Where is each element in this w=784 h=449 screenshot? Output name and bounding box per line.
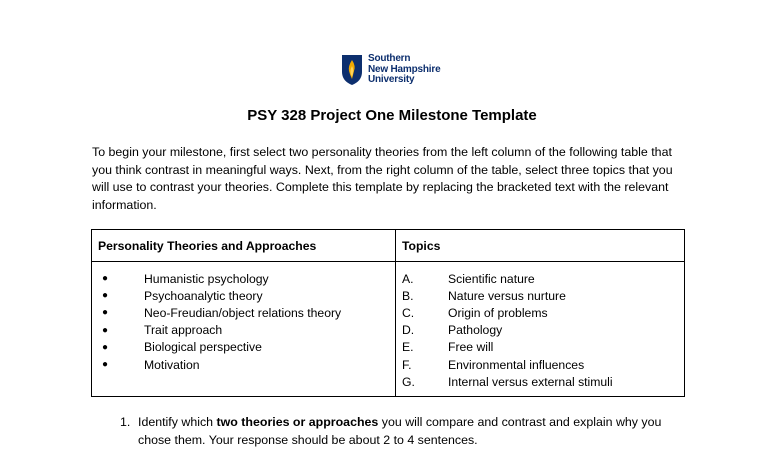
theory-list-item [92,287,395,304]
logo-wordmark [368,54,440,86]
topic-label: Free will [448,340,494,355]
theory-list-item [92,270,395,287]
topic-list-item [396,373,684,390]
flame-shield-icon [341,54,363,86]
theory-list-item [92,304,395,321]
topic-letter: A. [402,271,414,286]
topic-list-item [396,322,684,339]
logo-line-3: University [368,74,415,86]
question-1-after: you will compare and contrast and explain why you chose them. Your response should be about 2 to 4 sentences. [138,415,662,447]
topics-column-header: Topics [396,230,685,262]
intro-paragraph: To begin your milestone, first select two personality theories from the left column of the following table that you think contrast in meaningful ways. Next, from the right column of the table, select three topics that you will use to contrast your theories. Complete this template by replacing the bracketed text with the relevant information. [92,145,673,212]
document-title: PSY 328 Project One Milestone Template [247,107,537,124]
theory-label: Biological perspective [144,340,262,355]
topic-label: Scientific nature [448,271,535,286]
topic-label: Internal versus external stimuli [448,374,613,389]
question-1 [120,414,690,449]
topic-list-item [396,356,684,373]
theory-label: Neo-Freudian/object relations theory [144,305,342,320]
theory-list-item [92,322,395,339]
theory-list [92,262,395,379]
bullet-icon: ● [102,359,109,371]
table-header-row [92,230,685,262]
bullet-icon: ● [102,341,109,353]
topics-cell [396,262,685,397]
theory-label: Psychoanalytic theory [144,288,263,303]
bullet-icon: ● [102,307,109,319]
bullet-icon: ● [102,273,109,285]
theory-label: Humanistic psychology [144,271,269,286]
theories-column-header: Personality Theories and Approaches [92,230,396,262]
theories-cell [92,262,396,397]
topic-label: Environmental influences [448,357,585,372]
question-1-number: 1. [120,415,131,429]
theory-list-item [92,356,395,373]
question-1-before: Identify which [138,415,217,429]
topic-letter: B. [402,288,414,303]
topic-letter: E. [402,340,414,355]
theory-list-item [92,339,395,356]
table-body-row [92,262,685,397]
theories-topics-table [91,229,685,397]
topic-list [396,262,684,396]
question-1-bold: two theories or approaches [216,415,379,429]
topic-letter: F. [402,357,412,372]
topic-letter: G. [402,374,415,389]
topic-label: Origin of problems [448,305,548,320]
topic-list-item [396,287,684,304]
logo-line-1: Southern [368,53,411,65]
snhu-logo [341,54,440,86]
topic-list-item [396,304,684,321]
topic-letter: D. [402,323,415,338]
theory-label: Trait approach [144,323,223,338]
question-1-text [138,414,690,449]
bullet-icon: ● [102,290,109,302]
logo-line-2: New Hampshire [368,63,441,75]
topic-letter: C. [402,305,415,320]
bullet-icon: ● [102,324,109,336]
topic-list-item [396,339,684,356]
topic-label: Nature versus nurture [448,288,566,303]
topic-label: Pathology [448,323,503,338]
theory-label: Motivation [144,357,200,372]
topic-list-item [396,270,684,287]
